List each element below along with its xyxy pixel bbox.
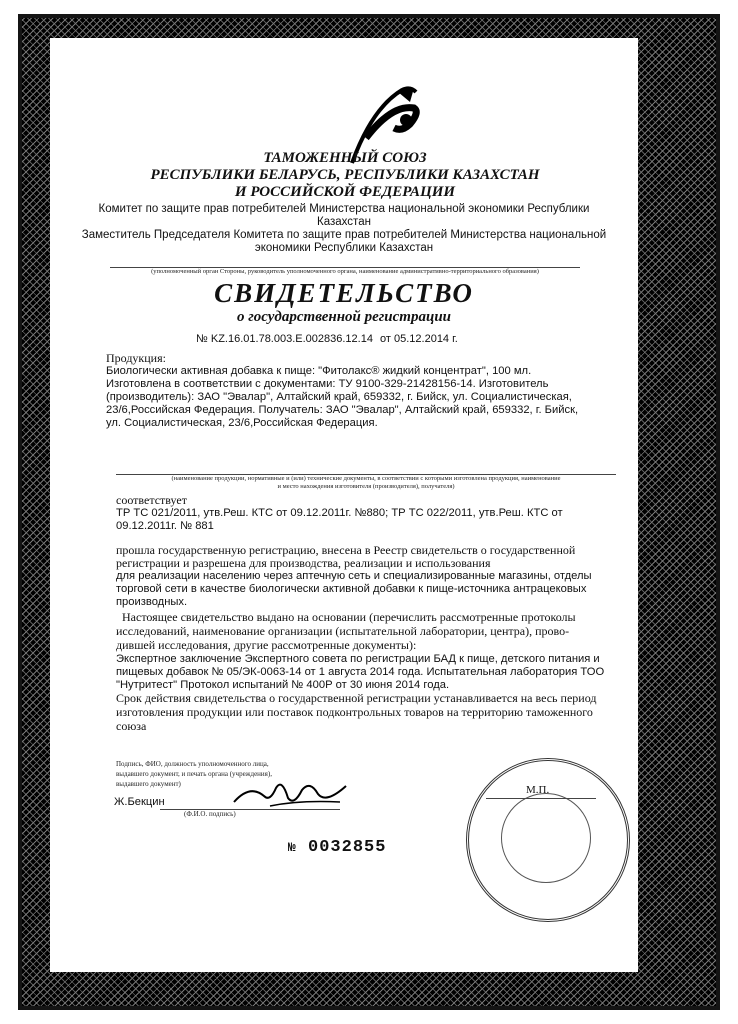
compliance-line-2: 09.12.2011г. № 881 — [116, 520, 214, 532]
product-line-3: (производитель): ЗАО "Эвалар", Алтайский край, 659332, г. Бийск, ул. Социалистическая, — [106, 391, 572, 403]
compliance-line-1: ТР ТС 021/2011, утв.Реш. КТС от 09.12.2011г. №880; ТР ТС 022/2011, утв.Реш. КТС от — [116, 507, 563, 519]
header-countries-line: РЕСПУБЛИКИ БЕЛАРУСЬ, РЕСПУБЛИКИ КАЗАХСТАН — [150, 167, 540, 183]
basis-line-2: исследований, наименование организации (испытательной лаборатории, центра), прово- — [116, 624, 570, 638]
validity-line-3: союза — [116, 719, 147, 733]
product-line-4: 23/6,Российская Федерация. Получатель: ЗАО "Эвалар", Алтайский край, 659332, г. Бийск, — [106, 404, 579, 416]
registration-line-5: производных. — [116, 596, 188, 608]
signature-caption-1: Подпись, ФИО, должность уполномоченного лица, — [116, 760, 269, 768]
registration-number: KZ.16.01.78.003.Е.002836.12.14 — [210, 333, 373, 345]
basis-line-6: "Нутритест" Протокол испытаний № 400Р от 30 июня 2014 года. — [116, 679, 450, 691]
official-seal — [466, 758, 630, 922]
product-line-5: ул. Социалистическая, 23/6,Российская Федерация. — [106, 417, 378, 429]
seal-label: М.П. — [526, 784, 550, 796]
header-union-title: ТАМОЖЕННЫЙ СОЮЗ — [263, 150, 427, 166]
signature-caption-2: выдавшего документ, и печать органа (учреждения), — [116, 770, 272, 778]
committee-line-3: Заместитель Председателя Комитета по защите прав потребителей Министерства национальной — [81, 229, 607, 241]
registration-line-1: прошла государственную регистрацию, внесена в Реестр свидетельств о государственной — [116, 543, 576, 557]
handwritten-signature — [230, 776, 350, 812]
serial-number — [288, 838, 386, 857]
product-label: Продукция: — [106, 351, 166, 365]
product-caption-2: и место нахождения изготовителя (производителя), получателя) — [277, 483, 455, 490]
signature-under-caption: (Ф.И.О. подпись) — [184, 810, 236, 818]
certificate-subtitle: о государственной регистрации — [236, 309, 452, 325]
registration-line-4: торговой сети в качестве биологически активной добавки к пище-источника антрацековых — [116, 583, 587, 595]
certificate-page — [50, 38, 638, 972]
serial-prefix: № — [288, 840, 297, 855]
signature-caption-3: выдавшего документ) — [116, 780, 181, 788]
serial-value: 0032855 — [308, 838, 387, 857]
header-russia-line: И РОССИЙСКОЙ ФЕДЕРАЦИИ — [234, 184, 456, 200]
committee-line-4: экономики Республики Казахстан — [254, 242, 434, 254]
committee-line-1: Комитет по защите прав потребителей Министерства национальной экономики Республики — [98, 203, 590, 215]
validity-line-2: изготовления продукции или поставок подконтрольных товаров на территорию таможенного — [116, 705, 593, 719]
registration-line-2: регистрации и разрешена для производства, реализации и использования — [116, 556, 491, 570]
product-caption-1: (наименование продукции, нормативные и (или) технические документы, в соответствии с которыми изготовлена продукция, наименование — [171, 475, 561, 482]
registration-number-line — [196, 333, 516, 345]
registration-line-3: для реализации населению через аптечную сеть и специализированные магазины, отделы — [116, 570, 592, 582]
committee-line-2: Казахстан — [317, 216, 371, 228]
basis-line-3: дившей исследования, другие рассмотренные документы): — [116, 638, 417, 652]
basis-line-5: пищевых добавок № 05/ЭК-0063-14 от 1 августа 2014 года. Испытательная лаборатория ТОО — [116, 666, 605, 678]
date-prefix: от — [380, 333, 391, 345]
basis-line-1: Настоящее свидетельство выдано на основании (перечислить рассмотренные протоколы — [122, 610, 576, 624]
compliance-label: соответствует — [116, 493, 187, 507]
certificate-title: СВИДЕТЕЛЬСТВО — [214, 278, 474, 308]
number-sign: № — [196, 333, 208, 345]
registration-date: 05.12.2014 г. — [394, 333, 458, 345]
product-line-2: Изготовлена в соответствии с документами: ТУ 9100-329-21428156-14. Изготовитель — [106, 378, 549, 390]
seal-inner-ring — [501, 793, 591, 883]
basis-line-4: Экспертное заключение Экспертного совета по регистрации БАД к пище, детского питания и — [116, 653, 600, 665]
seal-line — [486, 798, 596, 799]
signatory-name: Ж.Бекцин — [114, 796, 165, 808]
validity-line-1: Срок действия свидетельства о государственной регистрации устанавливается на весь период — [116, 691, 597, 705]
authority-caption: (уполномоченный орган Стороны, руководитель уполномоченного органа, наименование административно-территориального образования) — [151, 268, 539, 275]
product-line-1: Биологически активная добавка к пище: "Фитолакс® жидкий концентрат", 100 мл. — [106, 365, 532, 377]
